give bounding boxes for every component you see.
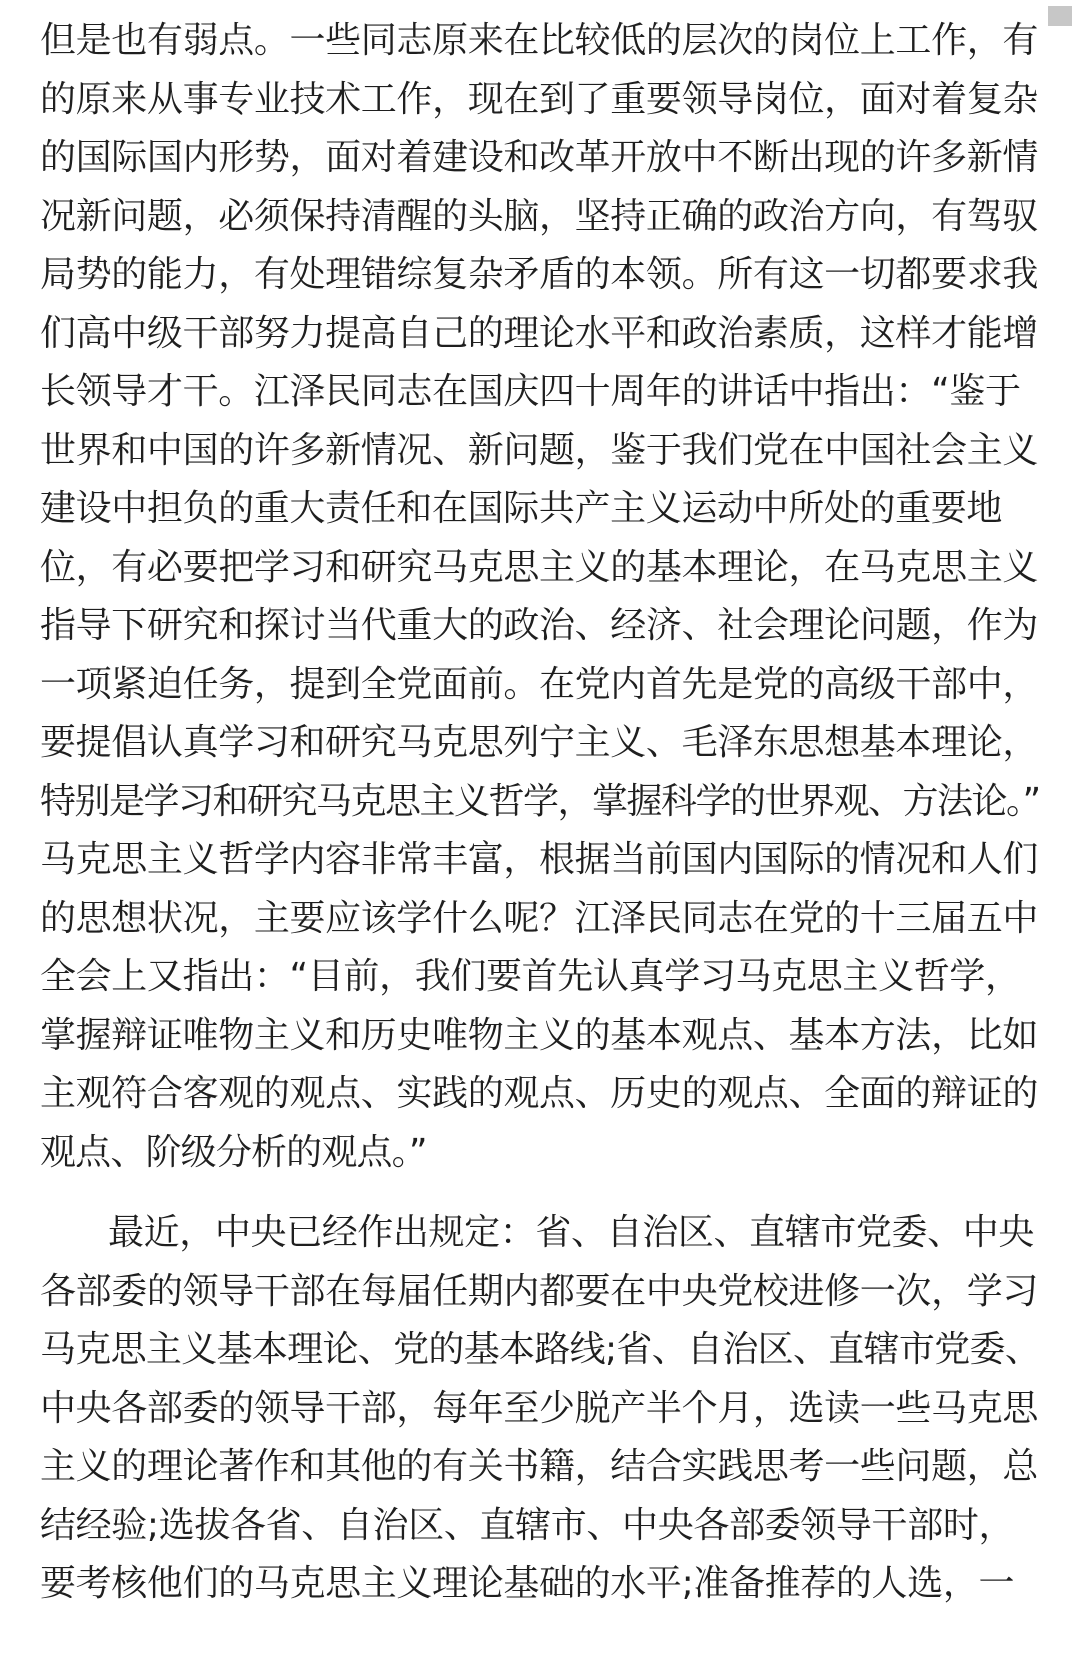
text-line: 指导下研究和探讨当代重大的政治、经济、社会理论问题，作为 [40,605,1039,646]
paragraph-gap [40,1182,1050,1204]
text-line: 马克思主义基本理论、党的基本路线;省、自治区、直辖市党委、 [40,1329,1041,1370]
paragraph-1 [40,12,1050,1182]
text-line: 特别是学习和研究马克思主义哲学，掌握科学的世界观、方法论。” [40,780,1040,822]
text-line: 要提倡认真学习和研究马克思列宁主义、毛泽东思想基本理论， [40,722,1039,763]
text-line: 观点、阶级分析的观点。” [40,1131,427,1173]
text-line: 主义的理论著作和其他的有关书籍，结合实践思考一些问题，总 [40,1446,1039,1487]
text-line: 一项紧迫任务，提到全党面前。在党内首先是党的高级干部中， [40,663,1039,705]
text-line: 的原来从事专业技术工作，现在到了重要领导岗位，面对着复杂 [40,78,1039,120]
text-line: 马克思主义哲学内容非常丰富，根据当前国内国际的情况和人们 [40,839,1039,880]
text-line: 的国际国内形势，面对着建设和改革开放中不断出现的许多新情 [40,137,1039,178]
text-line: 结经验;选拔各省、自治区、直辖市、中央各部委领导干部时， [40,1504,1015,1546]
text-line: 要考核他们的马克思主义理论基础的水平;准备推荐的人选，一 [40,1563,1015,1604]
text-line: 中央各部委的领导干部，每年至少脱产半个月，选读一些马克思 [40,1387,1039,1429]
paragraph-2 [40,1204,1050,1614]
text-line: 最近，中央已经作出规定：省、自治区、直辖市党委、中央 [108,1212,1035,1253]
text-line: 的思想状况，主要应该学什么呢？江泽民同志在党的十三届五中 [40,897,1039,939]
text-line: 世界和中国的许多新情况、新问题，鉴于我们党在中国社会主义 [40,429,1039,471]
text-line: 位，有必要把学习和研究马克思主义的基本理论，在马克思主义 [40,546,1039,588]
text-line: 况新问题，必须保持清醒的头脑，坚持正确的政治方向，有驾驭 [40,195,1039,237]
text-line: 们高中级干部努力提高自己的理论水平和政治素质，这样才能增 [40,312,1039,354]
text-line: 全会上又指出：“目前，我们要首先认真学习马克思主义哲学， [40,956,1021,997]
corner-mark [1048,6,1072,26]
document-text [40,12,1050,1614]
text-line: 但是也有弱点。一些同志原来在比较低的层次的岗位上工作，有 [40,20,1039,61]
text-line: 掌握辩证唯物主义和历史唯物主义的基本观点、基本方法，比如 [40,1014,1039,1056]
text-line: 主观符合客观的观点、实践的观点、历史的观点、全面的辩证的 [40,1073,1039,1114]
text-line: 长领导才干。江泽民同志在国庆四十周年的讲话中指出：“鉴于 [40,371,1021,412]
text-line: 局势的能力，有处理错综复杂矛盾的本领。所有这一切都要求我 [40,254,1039,295]
text-line: 各部委的领导干部在每届任期内都要在中央党校进修一次，学习 [40,1270,1039,1312]
text-line: 建设中担负的重大责任和在国际共产主义运动中所处的重要地 [40,488,1003,529]
